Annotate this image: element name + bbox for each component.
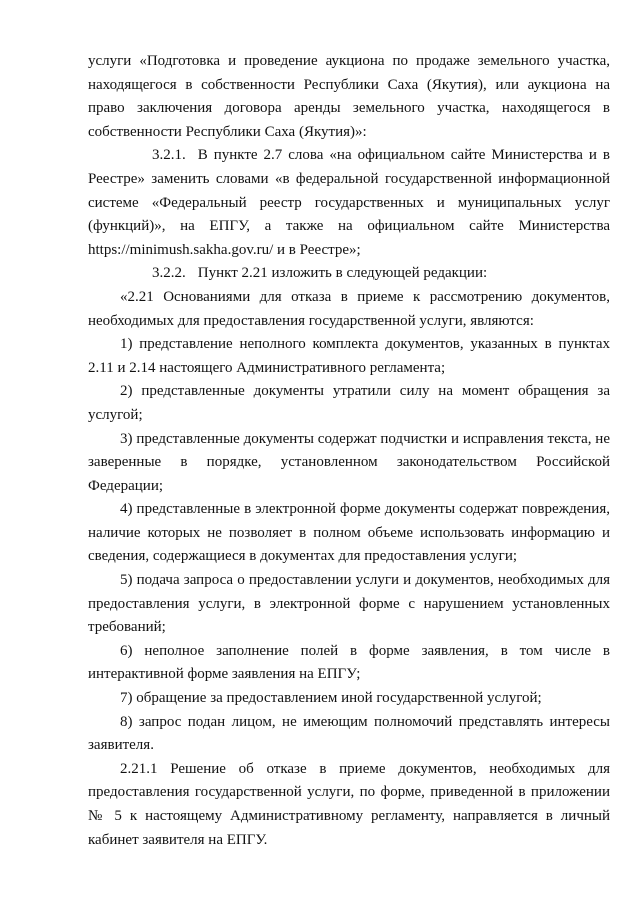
clause-number: 3.2.1. — [152, 147, 186, 164]
clause-text: В пункте 2.7 слова «на официальном сайте Министерства и в Реестре» заменить словами «в федеральной государственной информационной системе «Федеральный реестр государственных и муниципальных услуг (функций)», на ЕПГУ, а также на официальном сайте Министерства — [88, 147, 610, 235]
clause-text: Пункт 2.21 изложить в следующей редакции: — [197, 265, 488, 282]
list-item-3: 3) представленные документы содержат подчистки и исправления текста, не заверенные в порядке, установленном законодательством Российской Федерации; — [88, 430, 610, 494]
list-item-7: 7) обращение за предоставлением иной государственной услугой; — [120, 690, 542, 707]
paragraph-service-name: услуги «Подготовка и проведение аукциона по продаже земельного участка, находящегося в собственности Республики Саха (Якутия), или аукциона на право заключения договора аренды земельного участка, находящегося в собственности Республики Саха (Якутия)»: — [88, 53, 610, 140]
paragraph-3-2-2 — [88, 262, 610, 286]
list-item-8: 8) запрос подан лицом, не имеющим полномочий представлять интересы заявителя. — [88, 713, 610, 754]
paragraph-3-2-1 — [88, 144, 610, 262]
paragraph-2-21-1: 2.21.1 Решение об отказе в приеме документов, необходимых для предоставления государственной услуги, по форме, приведенной в приложении № 5 к настоящему Административному регламенту, направляется в личный кабинет заявителя на ЕПГУ. — [88, 760, 610, 848]
clause-number: 3.2.2. — [152, 265, 186, 282]
list-item-6: 6) неполное заполнение полей в форме заявления, в том числе в интерактивной форме заявления на ЕПГУ; — [88, 642, 610, 683]
paragraph-2-21: «2.21 Основаниями для отказа в приеме к рассмотрению документов, необходимых для предоставления государственной услуги, являются: — [88, 288, 610, 329]
list-item-1: 1) представление неполного комплекта документов, указанных в пунктах 2.11 и 2.14 настоящего Административного регламента; — [88, 336, 610, 376]
document-page — [88, 50, 610, 852]
list-item-4: 4) представленные в электронной форме документы содержат повреждения, наличие которых не позволяет в полном объеме использовать информацию и сведения, содержащиеся в документах для предоставления услуги; — [88, 501, 610, 565]
ministry-website-link[interactable]: https://minimush.sakha.gov.ru/ — [88, 241, 274, 258]
list-item-5: 5) подача запроса о предоставлении услуги и документов, необходимых для предоставления услуги, в электронной форме с нарушением установленных требований; — [88, 572, 610, 636]
list-item-2: 2) представленные документы утратили силу на момент обращения за услугой; — [88, 383, 610, 423]
clause-text-end: и в Реестре»; — [277, 241, 361, 258]
